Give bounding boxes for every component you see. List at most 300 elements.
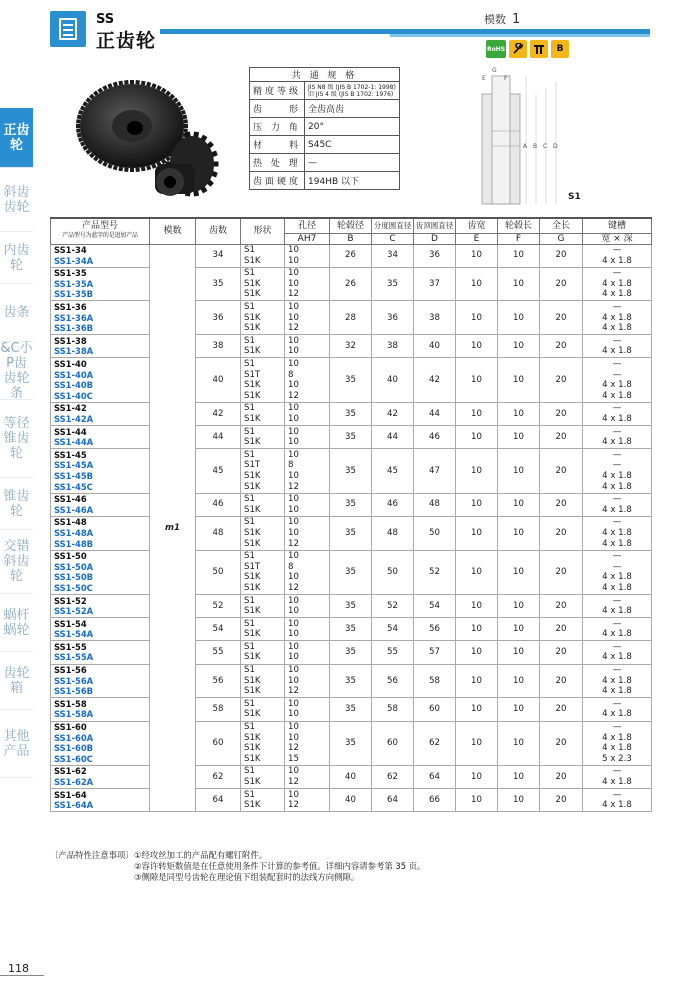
teeth-cell: 40 [196,358,241,402]
teeth-cell: 45 [196,449,241,493]
total-length-cell: 20 [540,664,583,698]
part-number-cell: SS1-40 SS1-40A SS1-40B SS1-40C [51,358,150,402]
sidebar-tab[interactable]: &C小P齿齿轮条 [0,340,33,401]
table-row [51,765,652,788]
face-width-cell: 10 [456,641,498,664]
teeth-cell: 64 [196,789,241,812]
wrench-icon [509,40,527,58]
hub-length-cell: 10 [498,426,540,449]
part-number-cell: SS1-36 SS1-36A SS1-36B [51,301,150,335]
hub-length-cell: 10 [498,789,540,812]
bore-cell: 10 10 [285,618,330,641]
spec-key: 材 料 [250,136,305,154]
hub-dia-cell: 35 [330,618,372,641]
spec-value: 20° [305,118,400,136]
col-tip-dia: 齿顶圆直径 [414,218,456,233]
hub-dia-cell: 35 [330,449,372,493]
sidebar-tab[interactable]: 斜齿齿轮 [0,168,33,232]
col-hub-len: 轮毂长 [498,218,540,233]
bore-cell: 10 10 12 [285,664,330,698]
sidebar-tab[interactable]: 其他产品 [0,710,33,778]
sidebar-tab[interactable]: 蜗杆蜗轮 [0,594,33,652]
total-length-cell: 20 [540,595,583,618]
hub-length-cell: 10 [498,698,540,721]
shape-cell: S1 S1T S1K S1K [241,449,285,493]
pitch-dia-cell: 54 [372,618,414,641]
keyway-cell: — 4 x 1.8 [583,789,652,812]
tip-dia-cell: 36 [414,244,456,267]
face-width-cell: 10 [456,765,498,788]
keyway-cell: — 4 x 1.8 [583,618,652,641]
pitch-dia-cell: 40 [372,358,414,402]
shape-cell: S1 S1K [241,402,285,425]
hub-length-cell: 10 [498,244,540,267]
tip-dia-cell: 66 [414,789,456,812]
pitch-dia-cell: 46 [372,493,414,516]
teeth-cell: 50 [196,550,241,594]
hub-dia-cell: 35 [330,698,372,721]
hub-dia-cell: 35 [330,516,372,550]
total-length-cell: 20 [540,493,583,516]
bore-cell: 10 10 [285,493,330,516]
keyway-cell: — 4 x 1.8 4 x 1.8 [583,664,652,698]
tip-dia-cell: 50 [414,516,456,550]
hub-dia-cell: 28 [330,301,372,335]
face-width-cell: 10 [456,789,498,812]
hub-length-cell: 10 [498,358,540,402]
spec-caption: 共 通 规 格 [250,68,400,82]
keyway-cell: — 4 x 1.8 [583,765,652,788]
sidebar-tab[interactable]: 正齿轮 [0,108,33,168]
teeth-cell: 62 [196,765,241,788]
bore-cell: 10 10 [285,698,330,721]
face-width-cell: 10 [456,595,498,618]
series-code: SS [96,12,115,27]
spec-value: 194HB 以下 [305,172,400,190]
shape-cell: S1 S1K [241,641,285,664]
table-row [51,426,652,449]
note-item: ②容许转矩数值是在任意使用条件下计算的参考值。详细内容请参考第 35 页。 [134,861,426,871]
part-number-cell: SS1-44 SS1-44A [51,426,150,449]
bore-cell: 10 12 [285,765,330,788]
hub-length-cell: 10 [498,618,540,641]
table-row [51,698,652,721]
tip-dia-cell: 52 [414,550,456,594]
pitch-dia-cell: 44 [372,426,414,449]
part-number-cell: SS1-38 SS1-38A [51,335,150,358]
table-row [51,641,652,664]
keyway-cell: — 4 x 1.8 [583,402,652,425]
shape-cell: S1 S1K S1K [241,267,285,301]
bore-cell: 10 8 10 12 [285,358,330,402]
pitch-dia-cell: 36 [372,301,414,335]
part-number-cell: SS1-52 SS1-52A [51,595,150,618]
teeth-cell: 54 [196,618,241,641]
face-width-cell: 10 [456,550,498,594]
sidebar-tab[interactable]: 锥齿轮 [0,478,33,530]
total-length-cell: 20 [540,765,583,788]
part-number-cell: SS1-46 SS1-46A [51,493,150,516]
feature-badges [486,40,569,58]
hub-dia-cell: 35 [330,358,372,402]
teeth-cell: 58 [196,698,241,721]
pitch-dia-cell: 42 [372,402,414,425]
spec-key: 热 处 理 [250,154,305,172]
keyway-cell: — 4 x 1.8 [583,595,652,618]
hub-dia-cell: 40 [330,789,372,812]
sidebar-tab[interactable]: 齿轮箱 [0,652,33,710]
part-number-cell: SS1-34 SS1-34A [51,244,150,267]
hub-dia-cell: 35 [330,664,372,698]
hub-dia-cell: 35 [330,595,372,618]
shape-cell: S1 S1K [241,789,285,812]
keyway-cell: — 4 x 1.8 [583,698,652,721]
pitch-dia-cell: 38 [372,335,414,358]
table-row [51,493,652,516]
keyway-cell: — 4 x 1.8 [583,244,652,267]
face-width-cell: 10 [456,698,498,721]
pitch-dia-cell: 58 [372,698,414,721]
total-length-cell: 20 [540,402,583,425]
pitch-dia-cell: 52 [372,595,414,618]
face-width-cell: 10 [456,267,498,301]
tip-dia-cell: 56 [414,618,456,641]
teeth-cell: 42 [196,402,241,425]
hub-dia-cell: 26 [330,244,372,267]
hub-length-cell: 10 [498,721,540,765]
face-width-cell: 10 [456,664,498,698]
shape-cell: S1 S1K S1K [241,516,285,550]
total-length-cell: 20 [540,335,583,358]
tip-dia-cell: 46 [414,426,456,449]
tip-dia-cell: 47 [414,449,456,493]
shape-cell: S1 S1T S1K S1K [241,550,285,594]
common-spec-table [249,67,400,190]
table-row [51,550,652,594]
tip-dia-cell: 48 [414,493,456,516]
col-pitch-dia: 分度圆直径 [372,218,414,233]
keyway-cell: — 4 x 1.8 4 x 1.8 [583,267,652,301]
hub-length-cell: 10 [498,267,540,301]
shape-cell: S1 S1T S1K S1K [241,358,285,402]
table-row [51,335,652,358]
pitch-dia-cell: 62 [372,765,414,788]
bore-cell: 10 12 [285,789,330,812]
keyway-cell: — 4 x 1.8 4 x 1.8 5 x 2.3 [583,721,652,765]
tip-dia-cell: 62 [414,721,456,765]
teeth-cell: 38 [196,335,241,358]
hub-dia-cell: 35 [330,641,372,664]
col-shape: 形状 [241,218,285,244]
col-pitch-dia-sub: C [372,233,414,244]
gear-photo [60,64,240,214]
shape-cell: S1 S1K [241,765,285,788]
sidebar-tab[interactable]: 交错斜齿轮 [0,530,33,594]
face-width-cell: 10 [456,618,498,641]
total-length-cell: 20 [540,449,583,493]
bore-cell: 10 10 [285,402,330,425]
face-width-cell: 10 [456,721,498,765]
col-teeth: 齿数 [196,218,241,244]
bore-cell: 10 10 [285,244,330,267]
gear-shape-icon [530,40,548,58]
pitch-dia-cell: 35 [372,267,414,301]
teeth-cell: 60 [196,721,241,765]
hub-dia-cell: 40 [330,765,372,788]
table-row [51,595,652,618]
keyway-cell: — — 4 x 1.8 4 x 1.8 [583,449,652,493]
teeth-cell: 35 [196,267,241,301]
hub-dia-cell: 26 [330,267,372,301]
teeth-cell: 52 [196,595,241,618]
hub-dia-cell: 35 [330,550,372,594]
bore-cell: 10 10 12 [285,267,330,301]
part-number-cell: SS1-42 SS1-42A [51,402,150,425]
note-item: ①经攻丝加工的产品配有螺钉附件。 [134,850,268,860]
product-table [50,217,652,812]
hub-length-cell: 10 [498,595,540,618]
tip-dia-cell: 54 [414,595,456,618]
pitch-dia-cell: 48 [372,516,414,550]
bore-cell: 10 10 12 [285,301,330,335]
col-bore: 孔径 [285,218,330,233]
table-row [51,516,652,550]
tip-dia-cell: 37 [414,267,456,301]
total-length-cell: 20 [540,244,583,267]
bore-cell: 10 8 10 12 [285,550,330,594]
keyway-cell: — — 4 x 1.8 4 x 1.8 [583,550,652,594]
spec-value: JIS N8 级 (JIS B 1702-1: 1998) 旧 JIS 4 级 (JIS B 1702: 1976) [305,82,400,100]
page-number: 118 [8,962,29,975]
hub-length-cell: 10 [498,402,540,425]
pitch-dia-cell: 60 [372,721,414,765]
col-hub-dia-sub: B [330,233,372,244]
rohs-icon: RoHS [486,40,506,58]
total-length-cell: 20 [540,516,583,550]
part-number-cell: SS1-48 SS1-48A SS1-48B [51,516,150,550]
part-number-cell: SS1-45 SS1-45A SS1-45B SS1-45C [51,449,150,493]
total-length-cell: 20 [540,301,583,335]
total-length-cell: 20 [540,358,583,402]
shape-cell: S1 S1K [241,335,285,358]
teeth-cell: 46 [196,493,241,516]
catalog-icon [50,11,86,47]
bore-cell: 10 10 [285,426,330,449]
total-length-cell: 20 [540,618,583,641]
dim-label: B [533,143,538,150]
col-part: 产品型号 产品型号为蓝字的是追加产品 [51,218,150,244]
part-number-cell: SS1-50 SS1-50A SS1-50B SS1-50C [51,550,150,594]
gear-drawing [464,66,594,206]
header-rule [90,29,650,34]
bore-cell: 10 10 [285,595,330,618]
col-face: 齿宽 [456,218,498,233]
pitch-dia-cell: 56 [372,664,414,698]
bore-cell: 10 10 12 [285,516,330,550]
total-length-cell: 20 [540,698,583,721]
table-row [51,721,652,765]
keyway-cell: — 4 x 1.8 [583,335,652,358]
hub-length-cell: 10 [498,493,540,516]
total-length-cell: 20 [540,426,583,449]
shape-cell: S1 S1K S1K [241,664,285,698]
table-row [51,301,652,335]
face-width-cell: 10 [456,301,498,335]
part-number-cell: SS1-55 SS1-55A [51,641,150,664]
table-row [51,618,652,641]
face-width-cell: 10 [456,449,498,493]
bore-cell: 10 10 [285,641,330,664]
col-total-len: 全长 [540,218,583,233]
part-number-cell: SS1-62 SS1-62A [51,765,150,788]
tip-dia-cell: 40 [414,335,456,358]
hub-dia-cell: 35 [330,721,372,765]
keyway-b-icon: B [551,40,569,58]
face-width-cell: 10 [456,516,498,550]
hub-length-cell: 10 [498,449,540,493]
table-row [51,358,652,402]
shape-cell: S1 S1K [241,493,285,516]
pitch-dia-cell: 64 [372,789,414,812]
part-number-cell: SS1-58 SS1-58A [51,698,150,721]
dim-label: G [492,67,497,74]
drawing-label: S1 [568,192,581,202]
tip-dia-cell: 64 [414,765,456,788]
pitch-dia-cell: 55 [372,641,414,664]
total-length-cell: 20 [540,267,583,301]
teeth-cell: 36 [196,301,241,335]
bore-cell: 10 10 12 15 [285,721,330,765]
part-number-cell: SS1-60 SS1-60A SS1-60B SS1-60C [51,721,150,765]
pitch-dia-cell: 45 [372,449,414,493]
dim-label: D [553,143,558,150]
pitch-dia-cell: 34 [372,244,414,267]
part-number-cell: SS1-35 SS1-35A SS1-35B [51,267,150,301]
face-width-cell: 10 [456,402,498,425]
teeth-cell: 34 [196,244,241,267]
col-keyway-sub: 宽 × 深 [583,233,652,244]
dim-label: A [523,143,528,150]
spec-key: 齿 形 [250,100,305,118]
shape-cell: S1 S1K [241,244,285,267]
product-notes [50,850,426,883]
hub-dia-cell: 35 [330,402,372,425]
teeth-cell: 44 [196,426,241,449]
table-row [51,449,652,493]
hub-length-cell: 10 [498,516,540,550]
sidebar-tab[interactable]: 齿条 [0,284,33,342]
category-sidebar [0,108,33,778]
spec-key: 齿面硬度 [250,172,305,190]
table-row [51,267,652,301]
face-width-cell: 10 [456,426,498,449]
teeth-cell: 56 [196,664,241,698]
hub-dia-cell: 35 [330,426,372,449]
shape-cell: S1 S1K [241,426,285,449]
face-width-cell: 10 [456,335,498,358]
shape-cell: S1 S1K [241,595,285,618]
module-cell: m1 [150,244,196,812]
keyway-cell: — 4 x 1.8 4 x 1.8 [583,301,652,335]
tip-dia-cell: 60 [414,698,456,721]
spec-value: 全齿高齿 [305,100,400,118]
dim-label: E [482,75,486,82]
col-keyway: 键槽 [583,218,652,233]
teeth-cell: 55 [196,641,241,664]
sidebar-tab[interactable]: 等径锥齿轮 [0,400,33,478]
hub-length-cell: 10 [498,335,540,358]
total-length-cell: 20 [540,789,583,812]
face-width-cell: 10 [456,358,498,402]
part-number-cell: SS1-56 SS1-56A SS1-56B [51,664,150,698]
table-row [51,664,652,698]
total-length-cell: 20 [540,641,583,664]
tip-dia-cell: 38 [414,301,456,335]
hub-length-cell: 10 [498,550,540,594]
col-hub-len-sub: F [498,233,540,244]
dim-label: C [543,143,548,150]
col-total-len-sub: G [540,233,583,244]
total-length-cell: 20 [540,550,583,594]
shape-cell: S1 S1K S1K S1K [241,721,285,765]
tip-dia-cell: 57 [414,641,456,664]
col-tip-dia-sub: D [414,233,456,244]
notes-label: 〔产品特性注意事项〕 [50,850,134,860]
total-length-cell: 20 [540,721,583,765]
spec-key: 精度等级 [250,82,305,100]
shape-cell: S1 S1K [241,618,285,641]
tip-dia-cell: 42 [414,358,456,402]
hub-dia-cell: 32 [330,335,372,358]
keyway-cell: — 4 x 1.8 [583,426,652,449]
page-rule [0,975,44,976]
note-item: ③侧隙是同型号齿轮在理论值下组装配套时的法线方向侧隙。 [134,872,360,882]
hub-dia-cell: 35 [330,493,372,516]
teeth-cell: 48 [196,516,241,550]
bore-cell: 10 10 [285,335,330,358]
table-row [51,789,652,812]
tip-dia-cell: 58 [414,664,456,698]
hub-length-cell: 10 [498,641,540,664]
page-title: 正齿轮 [96,30,157,52]
sidebar-tab[interactable]: 内齿轮 [0,232,33,284]
face-width-cell: 10 [456,493,498,516]
hub-length-cell: 10 [498,765,540,788]
shape-cell: S1 S1K [241,698,285,721]
keyway-cell: — 4 x 1.8 [583,493,652,516]
col-module: 模数 [150,218,196,244]
tip-dia-cell: 44 [414,402,456,425]
hub-length-cell: 10 [498,664,540,698]
keyway-cell: — — 4 x 1.8 4 x 1.8 [583,358,652,402]
bore-cell: 10 8 10 12 [285,449,330,493]
pitch-dia-cell: 50 [372,550,414,594]
col-face-sub: E [456,233,498,244]
dim-label: F [504,75,508,82]
keyway-cell: — 4 x 1.8 [583,641,652,664]
keyway-cell: — 4 x 1.8 4 x 1.8 [583,516,652,550]
part-number-cell: SS1-54 SS1-54A [51,618,150,641]
table-row [51,244,652,267]
table-row [51,402,652,425]
part-number-cell: SS1-64 SS1-64A [51,789,150,812]
shape-cell: S1 S1K S1K [241,301,285,335]
module-indicator: 模数 1 [484,12,521,27]
spec-key: 压 力 角 [250,118,305,136]
spec-value: — [305,154,400,172]
spec-value: S45C [305,136,400,154]
col-hub-dia: 轮毂径 [330,218,372,233]
